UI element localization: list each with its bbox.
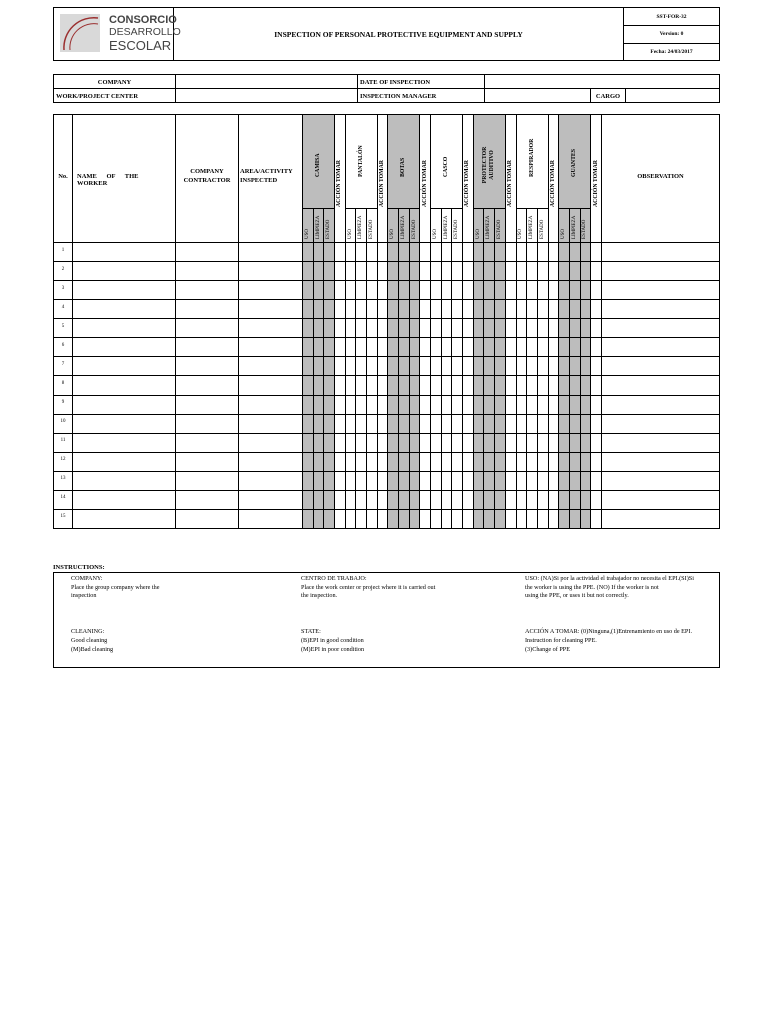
sub-header-limpieza: LIMPIEZA bbox=[571, 215, 577, 239]
sub-header-uso: USO bbox=[432, 228, 438, 239]
sub-header-estado: ESTADO bbox=[326, 219, 332, 239]
row-number: 12 bbox=[60, 457, 66, 463]
sub-header-estado: ESTADO bbox=[411, 219, 417, 239]
col-no-header: No. bbox=[58, 173, 68, 180]
item-header-botas: BOTAS bbox=[400, 157, 407, 177]
table-row[interactable] bbox=[72, 471, 719, 490]
action-header: ACCIÓN TOMAR bbox=[549, 160, 556, 207]
table-row[interactable] bbox=[72, 452, 719, 471]
table-row[interactable] bbox=[72, 375, 719, 394]
row-number: 9 bbox=[61, 400, 65, 406]
row-number: 1 bbox=[61, 247, 65, 253]
item-header-camisa: CAMISA bbox=[315, 153, 321, 177]
action-header: ACCIÓN TOMAR bbox=[336, 160, 343, 207]
table-row[interactable] bbox=[72, 433, 719, 452]
cleaning-good-text: Good cleaning bbox=[71, 637, 108, 644]
logo-emblem-icon bbox=[60, 14, 104, 54]
centro-instruction-text-2: the inspection. bbox=[301, 592, 338, 599]
sub-header-estado: ESTADO bbox=[539, 219, 545, 239]
item-header-respirador: RESPIRADOR bbox=[528, 138, 535, 177]
work-center-field[interactable] bbox=[176, 89, 356, 103]
col-observation-header: OBSERVATION bbox=[637, 173, 684, 180]
sub-header-limpieza: LIMPIEZA bbox=[358, 215, 364, 239]
accion-instruction-heading: ACCIÓN A TOMAR: (0)Ninguna,(1)Entrenamiento en uso de EPI. bbox=[525, 628, 692, 635]
sub-header-estado: ESTADO bbox=[496, 219, 502, 239]
form-version: Version: 0 bbox=[659, 31, 684, 38]
item-header-guantes: GUANTES bbox=[571, 148, 578, 177]
uso-instruction-text-2: the worker is using the PPE. (NO) If the worker is not bbox=[525, 584, 659, 591]
instructions-label: INSTRUCTIONS: bbox=[53, 564, 105, 571]
sub-header-estado: ESTADO bbox=[368, 219, 374, 239]
row-number: 4 bbox=[61, 304, 65, 310]
sub-header-limpieza: LIMPIEZA bbox=[443, 215, 449, 239]
sub-header-uso: USO bbox=[347, 228, 353, 239]
sub-header-uso: USO bbox=[304, 228, 310, 239]
date-of-inspection-label: DATE OF INSPECTION bbox=[360, 78, 431, 86]
table-row[interactable] bbox=[72, 280, 719, 299]
accion-instruction-text: Instruction for cleaning PPE. bbox=[525, 637, 597, 644]
uso-instruction-text: USO: (NA)Si por la actividad el trabajador no necesita el EPI.(SI)Si bbox=[525, 575, 694, 582]
col-name-header: NAME OF THE WORKER bbox=[77, 173, 139, 187]
form-meta bbox=[624, 8, 719, 60]
instructions-box bbox=[53, 572, 720, 668]
sub-header-limpieza: LIMPIEZA bbox=[529, 215, 534, 239]
sub-header-limpieza: LIMPIEZA bbox=[315, 215, 321, 239]
item-header-protector-auditivo: PROTECTOR AUDITIVO bbox=[481, 146, 495, 184]
action-header: ACCIÓN TOMAR bbox=[464, 160, 471, 207]
row-number: 11 bbox=[60, 438, 66, 444]
row-number: 15 bbox=[60, 514, 66, 520]
centro-instruction-text: Place the work center or project where it is carried out bbox=[301, 584, 436, 591]
action-header: ACCIÓN TOMAR bbox=[379, 160, 386, 207]
col-area-header: AREA/ACTIVITY INSPECTED bbox=[240, 168, 293, 184]
col-contractor-header: COMPANY CONTRACTOR bbox=[183, 168, 231, 184]
state-good-text: (B)EPI in good condition bbox=[301, 637, 364, 644]
sub-header-uso: USO bbox=[518, 228, 524, 239]
date-of-inspection-field[interactable] bbox=[484, 75, 719, 89]
sub-header-limpieza: LIMPIEZA bbox=[400, 215, 406, 239]
item-header-pantal-n: PANTALÓN bbox=[357, 145, 364, 177]
row-number: 3 bbox=[61, 285, 65, 291]
accion-change-text: (3)Change of PPE bbox=[525, 646, 571, 653]
company-label: COMPANY bbox=[97, 78, 132, 86]
sub-header-estado: ESTADO bbox=[454, 219, 460, 239]
inspection-manager-field[interactable] bbox=[484, 89, 590, 103]
table-row[interactable] bbox=[72, 261, 719, 280]
row-number: 7 bbox=[61, 361, 65, 367]
company-field[interactable] bbox=[176, 75, 356, 89]
row-number: 6 bbox=[61, 342, 65, 348]
row-number: 2 bbox=[61, 266, 65, 272]
centro-instruction-heading: CENTRO DE TRABAJO: bbox=[301, 575, 367, 582]
sub-header-limpieza: LIMPIEZA bbox=[486, 215, 492, 239]
form-title: INSPECTION OF PERSONAL PROTECTIVE EQUIPMENT AND SUPPLY bbox=[174, 8, 624, 60]
table-row[interactable] bbox=[72, 318, 719, 337]
company-instruction-text-2: inspection bbox=[71, 592, 97, 599]
table-row[interactable] bbox=[72, 299, 719, 318]
sub-header-uso: USO bbox=[561, 228, 567, 239]
sub-header-uso: USO bbox=[475, 228, 481, 239]
table-row[interactable] bbox=[72, 337, 719, 356]
item-header-casco: CASCO bbox=[443, 156, 450, 177]
table-row[interactable] bbox=[72, 395, 719, 414]
logo bbox=[54, 8, 181, 60]
logo-line2: DESARROLLO bbox=[109, 26, 181, 38]
row-number: 10 bbox=[60, 419, 66, 425]
state-poor-text: (M)EPI in poor condition bbox=[301, 646, 365, 653]
logo-line3: ESCOLAR bbox=[109, 38, 172, 53]
action-header: ACCIÓN TOMAR bbox=[421, 160, 428, 207]
uso-instruction-text-3: using the PPE, or uses it but not correctly. bbox=[525, 592, 629, 599]
table-row[interactable] bbox=[72, 356, 719, 375]
row-number: 13 bbox=[60, 476, 66, 482]
table-row[interactable] bbox=[72, 509, 719, 528]
table-row[interactable] bbox=[72, 414, 719, 433]
cleaning-instruction-heading: CLEANING: bbox=[71, 628, 105, 635]
form-date: Fecha: 24/03/2017 bbox=[650, 48, 693, 55]
row-number: 8 bbox=[61, 381, 65, 386]
work-center-label: WORK/PROJECT CENTER bbox=[56, 92, 139, 100]
company-instruction-text: Place the group company where the bbox=[71, 584, 160, 591]
cargo-field[interactable] bbox=[626, 89, 719, 103]
logo-line1: CONSORCIO bbox=[109, 14, 177, 26]
action-header: ACCIÓN TOMAR bbox=[507, 160, 514, 207]
table-row[interactable] bbox=[72, 242, 719, 261]
form-header bbox=[53, 7, 720, 61]
inspection-table bbox=[53, 114, 720, 529]
company-info-block bbox=[53, 74, 720, 103]
sub-header-estado: ESTADO bbox=[582, 219, 588, 239]
company-instruction-heading: COMPANY: bbox=[71, 575, 103, 582]
sub-header-uso: USO bbox=[390, 228, 396, 239]
cleaning-bad-text: (M)Bad cleaning bbox=[71, 646, 114, 653]
cargo-label: CARGO bbox=[595, 92, 621, 100]
form-code: SST-FOR-32 bbox=[656, 13, 687, 20]
state-instruction-heading: STATE: bbox=[301, 628, 321, 635]
row-number: 5 bbox=[61, 323, 65, 329]
action-header: ACCIÓN TOMAR bbox=[592, 160, 599, 207]
table-row[interactable] bbox=[72, 490, 719, 509]
inspection-manager-label: INSPECTION MANAGER bbox=[360, 92, 437, 100]
row-number: 14 bbox=[60, 495, 66, 501]
